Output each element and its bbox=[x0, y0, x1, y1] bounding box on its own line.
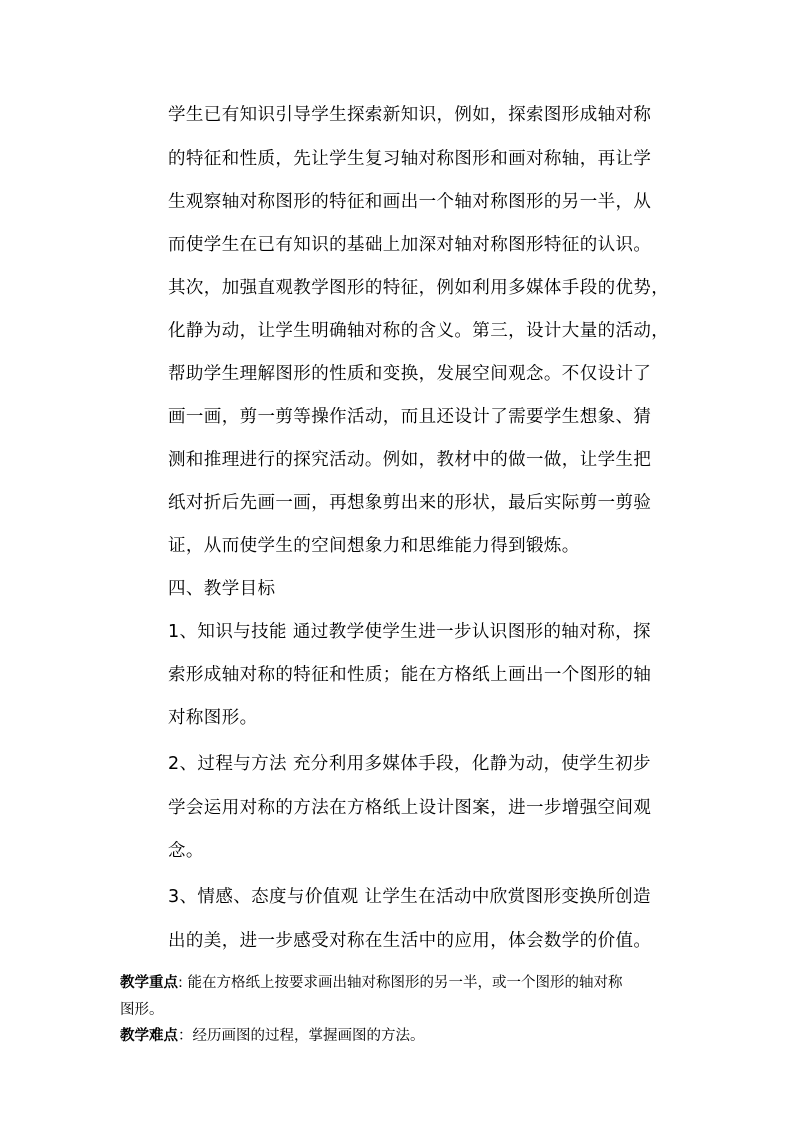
goal2-line-1: 2、过程与方法 充分利用多媒体手段，化静为动，使学生初步 bbox=[168, 754, 651, 774]
section-heading: 四、教学目标 bbox=[168, 579, 276, 599]
difficult-point-line bbox=[120, 1026, 690, 1046]
goal1-line-2: 索形成轴对称的特征和性质；能在方格纸上画出一个图形的轴 bbox=[168, 665, 652, 685]
key-point-line-1 bbox=[120, 973, 690, 993]
goal1-line-3: 对称图形。 bbox=[168, 708, 258, 728]
difficult-point-text: ：经历画图的过程，掌握画图的方法。 bbox=[178, 1028, 425, 1044]
goal2-line-2: 学会运用对称的方法在方格纸上设计图案，进一步增强空间观 bbox=[168, 798, 652, 818]
paragraph-line-2: 的特征和性质，先让学生复习轴对称图形和画对称轴，再让学 bbox=[168, 149, 652, 169]
paragraph-line-10: 纸对折后先画一画，再想象剪出来的形状，最后实际剪一剪验 bbox=[168, 493, 652, 513]
paragraph-line-8: 画一画，剪一剪等操作活动，而且还设计了需要学生想象、猜 bbox=[168, 407, 652, 427]
goal3-line-2: 出的美，进一步感受对称在生活中的应用，体会数学的价值。 bbox=[168, 931, 652, 951]
difficult-point-label: 教学难点 bbox=[120, 1028, 178, 1044]
paragraph-line-4: 而使学生在已有知识的基础上加深对轴对称图形特征的认识。 bbox=[168, 235, 652, 255]
paragraph-line-7: 帮助学生理解图形的性质和变换，发展空间观念。不仅设计了 bbox=[168, 364, 652, 384]
goal2-line-3: 念。 bbox=[168, 841, 204, 861]
paragraph-line-1: 学生已有知识引导学生探索新知识，例如，探索图形成轴对称 bbox=[168, 105, 652, 125]
paragraph-line-3: 生观察轴对称图形的特征和画出一个轴对称图形的另一半，从 bbox=[168, 192, 652, 212]
paragraph-line-11: 证，从而使学生的空间想象力和思维能力得到锻炼。 bbox=[168, 536, 580, 556]
paragraph-line-5: 其次，加强直观教学图形的特征，例如利用多媒体手段的优势， bbox=[168, 278, 670, 298]
goal1-line-1: 1、知识与技能 通过教学使学生进一步认识图形的轴对称，探 bbox=[168, 622, 651, 642]
key-point-text: : 能在方格纸上按要求画出轴对称图形的另一半，或一个图形的轴对称 bbox=[178, 975, 623, 991]
key-point-line-2: 图形。 bbox=[120, 1002, 164, 1018]
paragraph-line-6: 化静为动，让学生明确轴对称的含义。第三，设计大量的活动， bbox=[168, 321, 670, 341]
key-point-label: 教学重点 bbox=[120, 975, 178, 991]
goal3-line-1: 3、情感、态度与价值观 让学生在活动中欣赏图形变换所创造 bbox=[168, 887, 651, 907]
paragraph-line-9: 测和推理进行的探究活动。例如，教材中的做一做，让学生把 bbox=[168, 450, 652, 470]
